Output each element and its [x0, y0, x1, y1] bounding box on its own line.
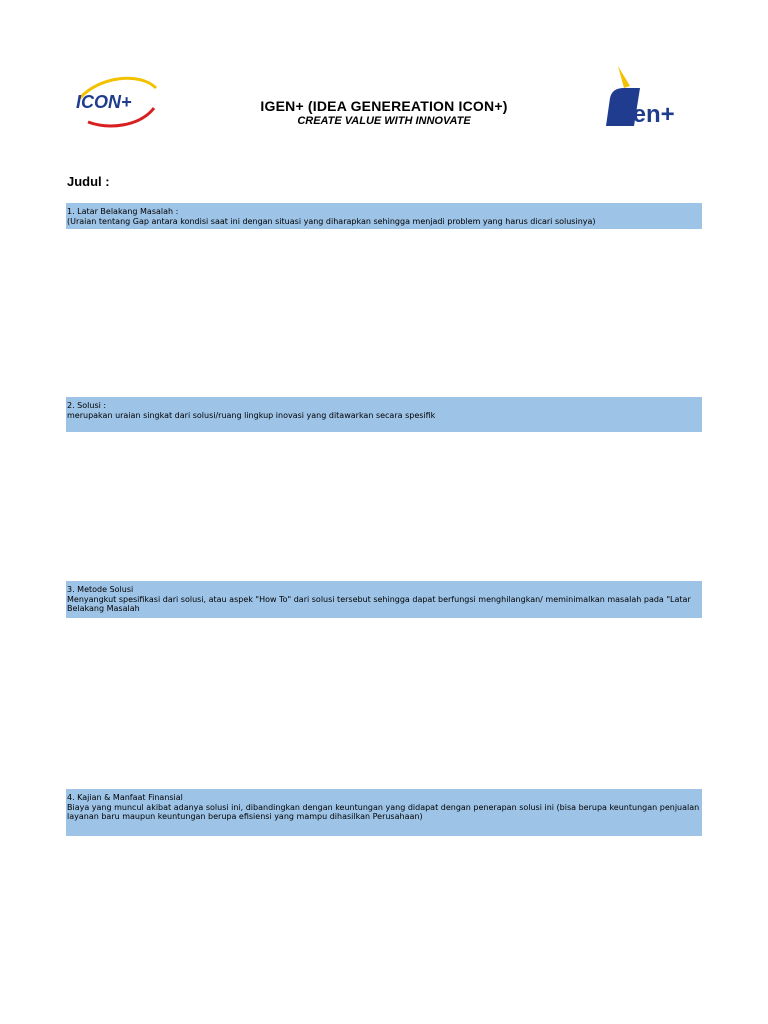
igen-logo	[600, 64, 686, 132]
section-latar-belakang	[66, 203, 702, 229]
section-description: merupakan uraian singkat dari solusi/ruang lingkup inovasi yang ditawarkan secara spesifik	[67, 410, 436, 420]
header-title-block	[180, 98, 588, 127]
section-heading: 2. Solusi :	[67, 401, 107, 410]
section-description: (Uraian tentang Gap antara kondisi saat ini dengan situasi yang diharapkan sehingga menjadi problem yang harus dicari solusinya)	[67, 216, 596, 226]
section-description: Menyangkut spesifikasi dari solusi, atau aspek "How To" dari solusi tersebut sehingga dapat berfungsi menghilangkan/ meminimalkan masalah pada "Latar Belakang Masalah	[67, 594, 691, 613]
page-subtitle: CREATE VALUE WITH INNOVATE	[297, 115, 471, 127]
iconplus-logo-text: ICON+	[76, 92, 132, 112]
iconplus-logo	[70, 72, 166, 132]
section-heading: 1. Latar Belakang Masalah :	[67, 207, 179, 216]
section-solusi	[66, 397, 702, 432]
section-kajian-finansial	[66, 789, 702, 836]
judul-label: Judul :	[67, 174, 110, 189]
section-metode-solusi	[66, 581, 702, 618]
section-heading: 4. Kajian & Manfaat Finansial	[67, 793, 183, 802]
page-title: IGEN+ (IDEA GENEREATION ICON+)	[260, 98, 508, 114]
igen-logo-text: Gen+	[614, 101, 675, 128]
section-description: Biaya yang muncul akibat adanya solusi ini, dibandingkan dengan keuntungan yang didapat dengan penerapan solusi ini (bisa berupa keuntungan penjualan layanan baru maupun keuntungan berupa efisiensi yang mampu dihasilkan Perusahaan)	[67, 802, 700, 821]
section-heading: 3. Metode Solusi	[67, 585, 134, 594]
